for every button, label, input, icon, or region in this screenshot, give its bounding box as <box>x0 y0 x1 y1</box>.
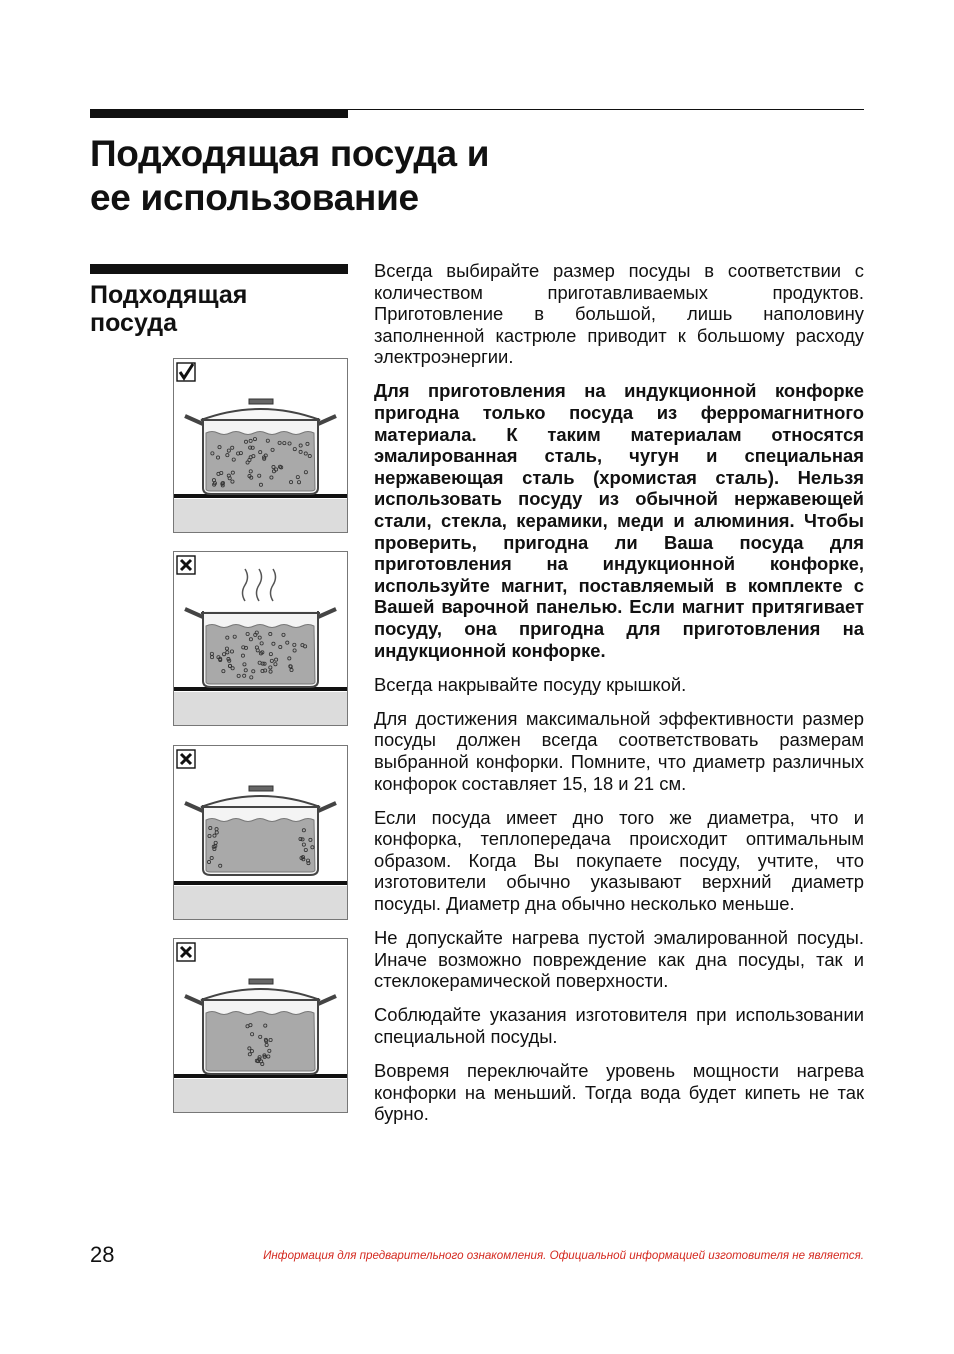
lid-knob <box>249 786 273 791</box>
hob-surface <box>174 1079 347 1112</box>
paragraph: Не допускайте нагрева пустой эмалированной посуды. Иначе возможно повреждение как дна посуды, так и стеклокерамической поверхности. <box>374 927 864 992</box>
figure-pot-uneven-bottom <box>173 745 348 920</box>
paragraph: Вовремя переключайте уровень мощности нагрева конфорки на меньший. Тогда вода будет кипеть не так бурно. <box>374 1060 864 1125</box>
section-title-line1: Подходящая <box>90 281 248 309</box>
hob-surface <box>174 499 347 532</box>
section-rule <box>90 264 348 274</box>
paragraph: Всегда накрывайте посуду крышкой. <box>374 673 687 695</box>
lid-knob <box>249 399 273 404</box>
paragraph: Всегда выбирайте размер посуды в соответствии с количеством приготавливаемых продуктов. Приготовление в большой, лишь наполовину заполненной кастрюле приводит к большому расходу электроэнергии. <box>374 260 864 368</box>
page-title <box>90 132 610 220</box>
section-title-line2: посуда <box>90 309 177 337</box>
hob-surface <box>174 692 347 725</box>
cross-icon <box>177 556 195 574</box>
check-icon <box>177 363 195 381</box>
page-title-line2: ее использование <box>90 177 419 218</box>
cross-icon <box>177 943 195 961</box>
figure-correct-pot <box>173 358 348 533</box>
section-title <box>90 281 340 337</box>
page-title-line1: Подходящая посуда и <box>90 133 490 174</box>
hob-edge <box>174 881 347 885</box>
lid-knob <box>249 979 273 984</box>
cross-icon <box>177 750 195 768</box>
header-rule-thick <box>90 109 348 118</box>
hob-surface <box>174 886 347 919</box>
figure-pot-too-large <box>173 938 348 1113</box>
figure-pot-without-lid <box>173 551 348 726</box>
paragraph: Для достижения максимальной эффективности размер посуды должен всегда соответствовать размерам выбранной конфорки. Помните, что диаметр различных конфорок составляет 15, 18 и 21 см. <box>374 707 864 794</box>
paragraph: Если посуда имеет дно того же диаметра, что и конфорка, теплопередача происходит оптимальным образом. Когда Вы покупаете посуду, учтите, что изготовители обычно указывают верхний диаметр посуды. Диаметр дна обычно несколько меньше. <box>374 806 864 915</box>
header-rule-thin <box>348 109 864 110</box>
water <box>206 1012 315 1072</box>
body-text <box>374 260 864 1137</box>
page-number: 28 <box>90 1242 115 1267</box>
paragraph-bold: Для приготовления на индукционной конфорке пригодна только посуда из ферромагнитного материала. К таким материалам относятся эмалированная сталь, чугун и специальная нержавеющая сталь (хромистая сталь). Нельзя использовать посуду из обычной нержавеющей стали, стекла, керамики, меди и алюминия. Чтобы проверить, пригодна ли Ваша посуда для приготовления на индукционной конфорке, используйте магнит, поставляемый в комплекте с Вашей варочной панелью. Если магнит притягивает посуду, она пригодна для приготовления на индукционной конфорке. <box>374 380 864 661</box>
disclaimer-note: Информация для предварительного ознакомления. Официальной информацией изготовителя не является. <box>263 1249 864 1262</box>
water <box>206 819 315 873</box>
paragraph: Соблюдайте указания изготовителя при использовании специальной посуды. <box>374 1004 864 1047</box>
